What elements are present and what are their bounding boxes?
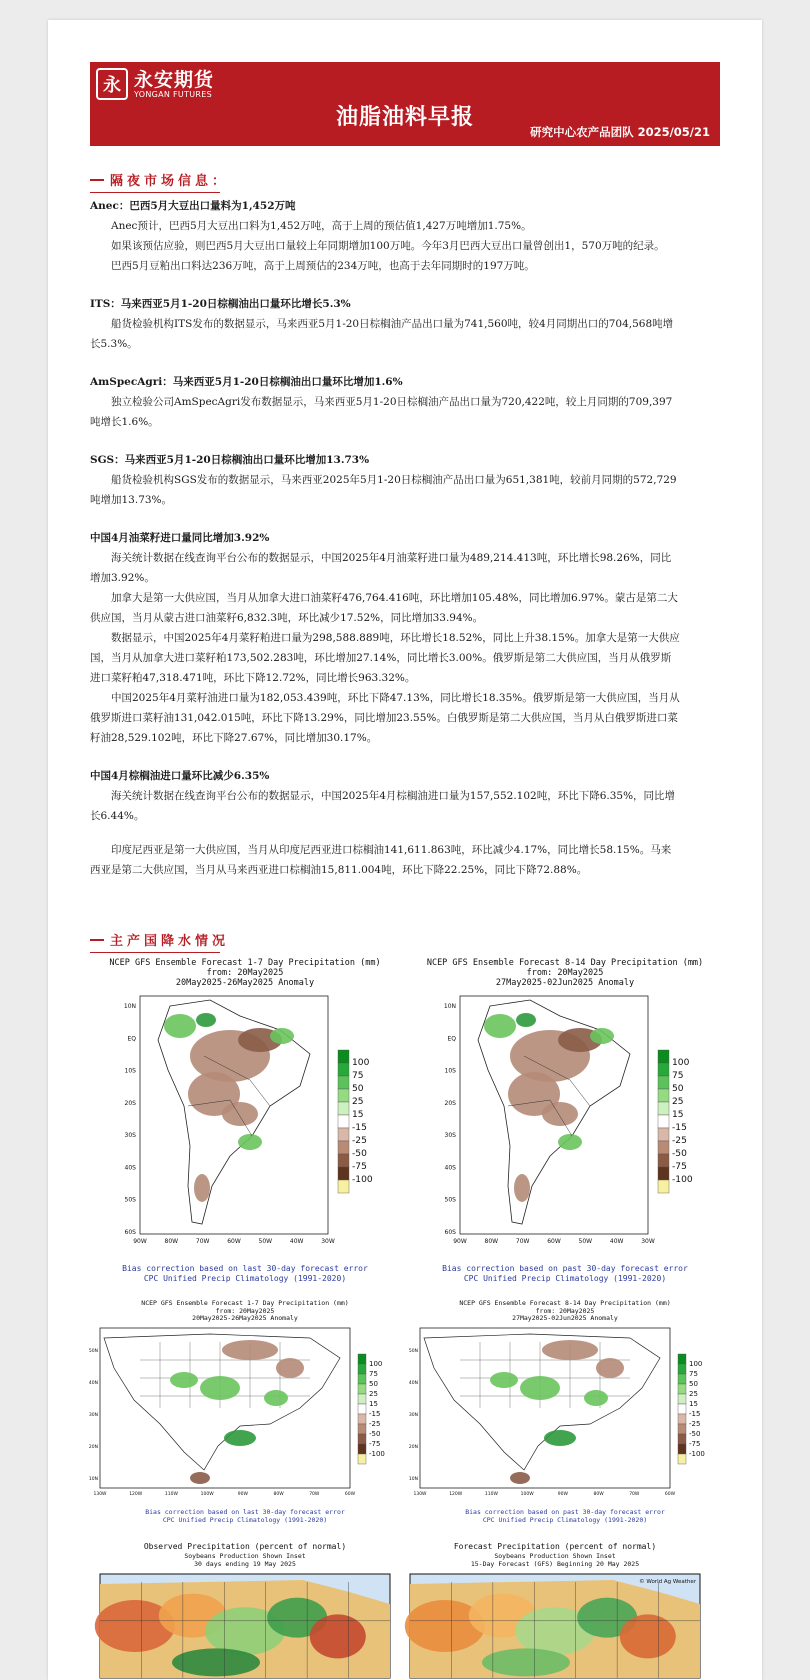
precip-anomaly-area: [590, 1028, 614, 1044]
latitude-label: 30S: [444, 1132, 456, 1140]
legend-swatch: [658, 1063, 669, 1076]
news-paragraph: Anec预计，巴西5月大豆出口料为1,452万吨，高于上周的预估值1,427万吨增加1.75%。: [111, 220, 532, 232]
latitude-label: 40N: [88, 1381, 98, 1386]
legend-label: -15: [369, 1410, 381, 1418]
legend-label: 100: [672, 1058, 690, 1068]
na-forecast-1-7-day: NCEP GFS Ensemble Forecast 1-7 Day Precipitation (mm) from: 20May2025 20May2025-26May2025 Anomaly 50N 40N 30N 20N 10N 130W 120W 110W 100W 90W 80W 70W 60W 100 75 50 25 15 -15 -25 -50 -75 -100 Bias correction based on last 30-day forecast error CPC Unified Precip Climatology (1991-2020): [90, 1300, 400, 1526]
legend-swatch: [358, 1354, 366, 1364]
legend-swatch: [678, 1374, 686, 1384]
latitude-label: 40N: [408, 1381, 418, 1386]
legend-swatch: [678, 1454, 686, 1464]
news-item: [90, 196, 680, 276]
legend-label: 75: [689, 1370, 698, 1378]
precip-anomaly-area: [514, 1174, 530, 1202]
legend-label: 15: [352, 1110, 364, 1120]
report-title: 油脂油料早报: [335, 105, 474, 130]
legend-label: 50: [352, 1084, 364, 1094]
source-watermark: © World Ag Weather: [639, 1579, 696, 1585]
legend-swatch: [658, 1115, 669, 1128]
longitude-label: 80W: [164, 1238, 179, 1245]
longitude-label: 80W: [484, 1238, 499, 1245]
precip-anomaly-area: [520, 1376, 560, 1400]
latitude-label: 40S: [124, 1164, 136, 1172]
legend-label: 100: [689, 1360, 703, 1368]
longitude-label: 90W: [557, 1492, 568, 1497]
legend-swatch: [338, 1050, 349, 1063]
precip-anomaly-area: [490, 1372, 518, 1388]
latitude-label: 20N: [88, 1445, 98, 1450]
legend-swatch: [338, 1063, 349, 1076]
legend-label: -25: [672, 1136, 687, 1146]
legend-swatch: [678, 1364, 686, 1374]
precip-anomaly-area: [264, 1390, 288, 1406]
latitude-label: 50N: [88, 1349, 98, 1354]
latitude-label: 30N: [408, 1413, 418, 1418]
legend-label: 50: [369, 1380, 378, 1388]
report-page: [48, 20, 762, 1680]
latitude-label: 10S: [444, 1067, 456, 1075]
news-title: ITS：马来西亚5月1-20日棕榈油出口量环比增长5.3%: [90, 298, 351, 310]
legend-swatch: [658, 1141, 669, 1154]
legend-swatch: [658, 1102, 669, 1115]
legend-label: -50: [672, 1149, 687, 1159]
sa-precip-map-left: [90, 990, 400, 1260]
news-paragraph: 海关统计数据在线查询平台公布的数据显示，中国2025年4月棕榈油进口量为157,552.102吨，环比下降6.35%，同比增长6.44%。: [90, 790, 676, 822]
section-title-rainfall: 主产国降水情况: [90, 930, 229, 949]
legend-label: -100: [672, 1175, 693, 1185]
precip-anomaly-area: [238, 1134, 262, 1150]
longitude-label: 30W: [321, 1238, 335, 1245]
us-forecast-precip-map: [410, 1574, 700, 1678]
longitude-label: 70W: [629, 1492, 640, 1497]
legend-swatch: [658, 1076, 669, 1089]
legend-swatch: [338, 1102, 349, 1115]
news-item: [90, 528, 680, 748]
news-content: [90, 196, 680, 880]
legend-swatch: [678, 1434, 686, 1444]
precip-anomaly-area: [164, 1014, 196, 1038]
news-title: 中国4月棕榈油进口量环比减少6.35%: [90, 770, 270, 782]
longitude-label: 70W: [515, 1238, 530, 1245]
legend-label: 15: [672, 1110, 684, 1120]
news-paragraph: 数据显示，中国2025年4月菜籽粕进口量为298,588.889吨，环比增长18.52%，同比上升38.15%。加拿大是第一大供应国，当月从加拿大进口菜籽粕173,502.283吨，环比增加27.14%，同比增长3.00%。俄罗斯是第二大供应国，当月从俄罗斯进口菜籽粕47,318.471吨，环比下降12.72%，同比增长963.32%。: [90, 632, 680, 684]
precip-anomaly-area: [542, 1102, 578, 1126]
sa-forecast-1-7-day: NCEP GFS Ensemble Forecast 1-7 Day Precipitation (mm) from: 20May2025 20May2025-26May2025 Anomaly 10N EQ 10S 20S 30S 40S 50S 60S 90W 80W 70W 60W 50W 40W 30W 100 75 50 25 15 -15 -25 -50 -75 -100 Bias correction based on last 30-day forecast error CPC Unified Precip Climatology (1991-2020): [90, 958, 400, 1298]
legend-label: 100: [369, 1360, 383, 1368]
legend-swatch: [358, 1404, 366, 1414]
news-paragraph: 船货检验机构ITS发布的数据显示，马来西亚5月1-20日棕榈油产品出口量为741,560吨，较4月同期出口的704,568吨增长5.3%。: [90, 318, 674, 350]
latitude-label: 20S: [444, 1099, 456, 1107]
longitude-label: 90W: [453, 1238, 467, 1245]
news-paragraph: 加拿大是第一大供应国，当月从加拿大进口油菜籽476,764.416吨，环比增加105.48%，同比增加6.97%。蒙古是第二大供应国，当月从蒙古进口油菜籽6,832.3吨，环比减少17.52%，同比增加33.94%。: [90, 592, 678, 624]
precip-anomaly-area: [276, 1358, 304, 1378]
yongan-logo-icon: 永: [96, 68, 128, 100]
na-precip-map-left: [90, 1324, 400, 1506]
latitude-label: 20N: [408, 1445, 418, 1450]
section-marker: [90, 179, 104, 181]
legend-label: -75: [352, 1162, 367, 1172]
news-paragraph: 印度尼西亚是第一大供应国，当月从印度尼西亚进口棕榈油141,611.863吨，环比减少4.17%，同比增长58.15%。马来西亚是第二大供应国，当月从马来西亚进口棕榈油15,811.004吨，环比下降22.25%，同比下降72.88%。: [90, 844, 672, 876]
legend-label: -25: [689, 1420, 701, 1428]
precip-anomaly-area: [194, 1174, 210, 1202]
na-precip-map-right: [410, 1324, 720, 1506]
longitude-label: 80W: [593, 1492, 604, 1497]
precip-anomaly-area: [516, 1013, 536, 1027]
legend-label: 50: [672, 1084, 684, 1094]
legend-swatch: [678, 1414, 686, 1424]
latitude-label: 40S: [444, 1164, 456, 1172]
longitude-label: 120W: [129, 1492, 143, 1497]
legend-label: -25: [352, 1136, 367, 1146]
legend-swatch: [358, 1394, 366, 1404]
longitude-label: 60W: [664, 1492, 676, 1497]
legend-swatch: [358, 1434, 366, 1444]
legend-label: 25: [352, 1097, 364, 1107]
precip-anomaly-area: [170, 1372, 198, 1388]
legend-label: -50: [369, 1430, 381, 1438]
latitude-label: 60S: [444, 1229, 456, 1236]
legend-swatch: [658, 1167, 669, 1180]
logo-name-en: YONGAN FUTURES: [134, 89, 213, 99]
legend-swatch: [338, 1115, 349, 1128]
precip-anomaly-area: [190, 1472, 210, 1484]
latitude-label: 30S: [124, 1132, 136, 1140]
us-observed-precip: Observed Precipitation (percent of normal) Soybeans Production Shown Inset 30 days ending 19 May 2025: [100, 1542, 390, 1678]
latitude-label: 10N: [88, 1477, 98, 1482]
latitude-label: 10N: [443, 1003, 456, 1010]
legend-swatch: [678, 1384, 686, 1394]
legend-swatch: [338, 1128, 349, 1141]
us-forecast-precip: Forecast Precipitation (percent of normal) Soybeans Production Shown Inset 15-Day Forecast (GFS) Beginning 20 May 2025 © World Ag Weather: [410, 1542, 700, 1678]
longitude-label: 100W: [200, 1492, 214, 1497]
report-team-date: 研究中心农产品团队 2025/05/21: [530, 125, 710, 139]
latitude-label: 60S: [124, 1229, 136, 1236]
legend-swatch: [678, 1404, 686, 1414]
precip-anomaly-area: [584, 1390, 608, 1406]
news-paragraph: 船货检验机构SGS发布的数据显示，马来西亚2025年5月1-20日棕榈油产品出口量为651,381吨，较前月同期的572,729吨增加13.73%。: [90, 474, 677, 506]
legend-label: 25: [689, 1390, 698, 1398]
news-title: SGS：马来西亚5月1-20日棕榈油出口量环比增加13.73%: [90, 454, 370, 466]
legend-swatch: [358, 1414, 366, 1424]
section-marker: [90, 939, 104, 941]
longitude-label: 130W: [413, 1492, 427, 1497]
legend-label: 75: [369, 1370, 378, 1378]
latitude-label: 20S: [124, 1099, 136, 1107]
news-paragraph: 如果该预估应验，则巴西5月大豆出口量较上年同期增加100万吨。今年3月巴西大豆出口量曾创出1，570万吨的纪录。: [111, 240, 665, 252]
legend-swatch: [678, 1444, 686, 1454]
legend-swatch: [358, 1374, 366, 1384]
news-title: AmSpecAgri：马来西亚5月1-20日棕榈油出口量环比增加1.6%: [90, 376, 403, 388]
precip-anomaly-area: [596, 1358, 624, 1378]
precip-anomaly-area: [222, 1340, 278, 1360]
news-paragraph: 独立检验公司AmSpecAgri发布数据显示，马来西亚5月1-20日棕榈油产品出口量为720,422吨，较上月同期的709,397吨增长1.6%。: [90, 396, 673, 428]
legend-label: -100: [369, 1450, 385, 1458]
latitude-label: EQ: [127, 1035, 136, 1043]
legend-swatch: [358, 1444, 366, 1454]
longitude-label: 110W: [484, 1492, 498, 1497]
legend-swatch: [678, 1394, 686, 1404]
precip-anomaly-area: [544, 1430, 576, 1446]
legend-label: 15: [369, 1400, 378, 1408]
legend-swatch: [338, 1180, 349, 1193]
legend-swatch: [358, 1384, 366, 1394]
legend-swatch: [358, 1364, 366, 1374]
longitude-label: 90W: [133, 1238, 147, 1245]
longitude-label: 100W: [520, 1492, 534, 1497]
legend-swatch: [338, 1141, 349, 1154]
legend-label: -15: [689, 1410, 701, 1418]
legend-label: 75: [352, 1071, 364, 1081]
longitude-label: 70W: [195, 1238, 210, 1245]
longitude-label: 120W: [449, 1492, 463, 1497]
us-observed-precip-map: [100, 1574, 390, 1678]
legend-label: 25: [369, 1390, 378, 1398]
legend-label: 15: [689, 1400, 698, 1408]
legend-swatch: [338, 1089, 349, 1102]
sa-forecast-8-14-day: NCEP GFS Ensemble Forecast 8-14 Day Precipitation (mm) from: 20May2025 27May2025-02Jun2025 Anomaly 10N EQ 10S 20S 30S 40S 50S 60S 90W 80W 70W 60W 50W 40W 30W 100 75 50 25 15 -15 -25 -50 -75 -100 Bias correction based on past 30-day forecast error CPC Unified Precip Climatology (1991-2020): [410, 958, 720, 1298]
na-forecast-8-14-day: NCEP GFS Ensemble Forecast 8-14 Day Precipitation (mm) from: 20May2025 27May2025-02Jun2025 Anomaly 50N 40N 30N 20N 10N 130W 120W 110W 100W 90W 80W 70W 60W 100 75 50 25 15 -15 -25 -50 -75 -100 Bias correction based on past 30-day forecast error CPC Unified Precip Climatology (1991-2020): [410, 1300, 720, 1526]
news-title: Anec：巴西5月大豆出口量料为1,452万吨: [90, 200, 296, 212]
legend-label: 50: [689, 1380, 698, 1388]
legend-label: -25: [369, 1420, 381, 1428]
legend-label: -75: [369, 1440, 381, 1448]
precip-anomaly-area: [484, 1014, 516, 1038]
legend-swatch: [338, 1167, 349, 1180]
news-title: 中国4月油菜籽进口量同比增加3.92%: [90, 532, 270, 544]
legend-label: -50: [352, 1149, 367, 1159]
precip-anomaly-area: [510, 1472, 530, 1484]
longitude-label: 60W: [547, 1238, 561, 1245]
legend-label: 25: [672, 1097, 684, 1107]
precip-anomaly-area: [222, 1102, 258, 1126]
latitude-label: 10N: [123, 1003, 136, 1010]
legend-swatch: [658, 1089, 669, 1102]
longitude-label: 60W: [227, 1238, 241, 1245]
precip-anomaly-area: [542, 1340, 598, 1360]
longitude-label: 40W: [609, 1238, 624, 1245]
longitude-label: 40W: [289, 1238, 304, 1245]
longitude-label: 110W: [164, 1492, 178, 1497]
precip-anomaly-area: [200, 1376, 240, 1400]
company-logo: [96, 68, 214, 100]
precip-anomaly-area: [270, 1028, 294, 1044]
sa-precip-map-right: [410, 990, 720, 1260]
report-header-banner: [90, 62, 720, 146]
longitude-label: 50W: [578, 1238, 593, 1245]
legend-label: 100: [352, 1058, 370, 1068]
legend-swatch: [338, 1076, 349, 1089]
latitude-label: 10S: [124, 1067, 136, 1075]
legend-swatch: [358, 1454, 366, 1464]
precip-anomaly-area: [558, 1134, 582, 1150]
legend-swatch: [658, 1050, 669, 1063]
latitude-label: 10N: [408, 1477, 418, 1482]
latitude-label: 50S: [444, 1196, 456, 1204]
legend-label: -100: [352, 1175, 373, 1185]
news-item: [90, 766, 680, 880]
legend-swatch: [658, 1128, 669, 1141]
longitude-label: 80W: [273, 1492, 284, 1497]
legend-label: -75: [689, 1440, 701, 1448]
longitude-label: 60W: [344, 1492, 356, 1497]
news-paragraph: 中国2025年4月菜籽油进口量为182,053.439吨，环比下降47.13%，同比增长18.35%。俄罗斯是第一大供应国，当月从俄罗斯进口菜籽油131,042.015吨，环比下降13.29%，同比增加23.55%。白俄罗斯是第二大供应国，当月从白俄罗斯进口菜籽油28,529.102吨，环比下降27.67%，同比增加30.17%。: [90, 692, 680, 744]
longitude-label: 130W: [93, 1492, 107, 1497]
legend-label: -50: [689, 1430, 701, 1438]
legend-swatch: [658, 1154, 669, 1167]
news-paragraph: 海关统计数据在线查询平台公布的数据显示，中国2025年4月油菜籽进口量为489,214.413吨，环比增长98.26%，同比增加3.92%。: [90, 552, 672, 584]
news-item: [90, 372, 680, 432]
section-title-overnight: 隔夜市场信息：: [90, 170, 229, 189]
legend-label: -15: [672, 1123, 687, 1133]
precip-anomaly-area: [196, 1013, 216, 1027]
legend-swatch: [358, 1424, 366, 1434]
longitude-label: 70W: [309, 1492, 320, 1497]
precip-anomaly-area: [172, 1648, 260, 1676]
legend-swatch: [338, 1154, 349, 1167]
news-item: [90, 450, 680, 510]
legend-label: 75: [672, 1071, 684, 1081]
precipitation-maps: [90, 958, 720, 1678]
latitude-label: 50N: [408, 1349, 418, 1354]
latitude-label: 50S: [124, 1196, 136, 1204]
latitude-label: 30N: [88, 1413, 98, 1418]
news-item: [90, 294, 680, 354]
latitude-label: EQ: [447, 1035, 456, 1043]
legend-label: -100: [689, 1450, 705, 1458]
legend-swatch: [678, 1354, 686, 1364]
precip-anomaly-area: [482, 1648, 570, 1676]
longitude-label: 50W: [258, 1238, 273, 1245]
legend-label: -15: [352, 1123, 367, 1133]
legend-swatch: [678, 1424, 686, 1434]
longitude-label: 90W: [237, 1492, 248, 1497]
legend-swatch: [658, 1180, 669, 1193]
precip-anomaly-area: [224, 1430, 256, 1446]
legend-label: -75: [672, 1162, 687, 1172]
logo-name-cn: 永安期货: [134, 68, 215, 91]
longitude-label: 30W: [641, 1238, 655, 1245]
news-paragraph: 巴西5月豆粕出口料达236万吨，高于上周预估的234万吨，也高于去年同期时的197万吨。: [111, 260, 535, 272]
